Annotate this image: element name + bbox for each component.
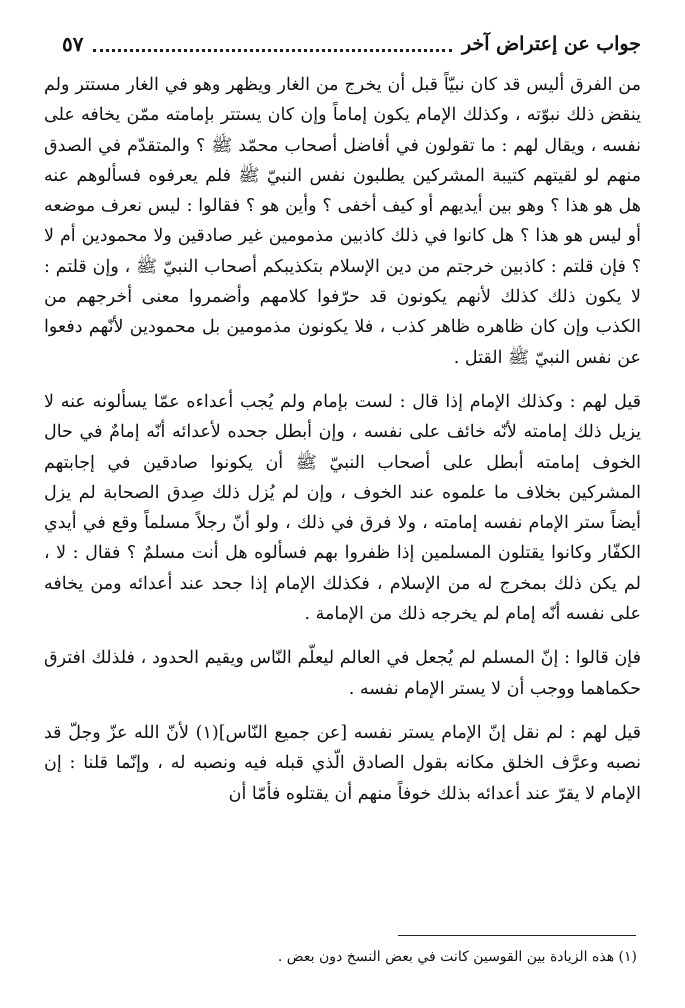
header-dotted-leader (93, 49, 452, 52)
paragraph-3: فإن قالوا : إنّ المسلم لم يُجعل في العالم ليعلّم النّاس ويقيم الحدود ، فلذلك افترق حكماهما ووجب أن لا يستر الإمام نفسه . (44, 648, 641, 699)
footnote: (١) هذه الزيادة بين القوسين كانت في بعض النسخ دون بعض . (277, 949, 637, 965)
paragraph-2: قيل لهم : وكذلك الإمام إذا قال : لست بإمام ولم يُجب أعداءه عمّا يسألونه عنه لا يزيل ذلك إمامته لأنّه خائف على نفسه ، وإن أبطل جحده لأعدائه أنّه إمامٌ في حال الخوف إمامته أبطل على أصحاب النبيّ ﷺ أن يكونوا صادقين في إجابتهم المشركين بخلاف ما علموه عند الخوف ، وإن لم يُزل ذلك صِدق الصحابة لم يزل أيضاً ستر الإمام نفسه إمامته ، ولا فرق في ذلك ، ولو أنّ رجلاً مسلماً وقع في أيدي الكفّار وكانوا يقتلون المسلمين إذا ظفروا بهم فسألوه هل أنت مسلمٌ ؟ فقال : لا ، لم يكن ذلك بمخرج له من الإسلام ، فكذلك الإمام إذا جحد عند أعدائه ومن يخافه على نفسه أنّه إمام لم يخرجه ذلك من الإمامة . (44, 391, 641, 625)
page-header (62, 28, 641, 60)
paragraph-1: من الفرق أليس قد كان نبيّاً قبل أن يخرج من الغار ويظهر وهو في الغار مستتر ولم ينقض ذلك نبوّته ، وكذلك الإمام يكون إماماً وإن كان يستتر بإمامته ممّن يخافه على نفسه ، ويقال لهم : ما تقولون في أفاضل أصحاب محمّد ﷺ ؟ والمتقدّم في الصدق منهم لو لقيتهم كتيبة المشركين يطلبون نفس النبيّ ﷺ فلم يعرفوه فسألوهم عنه هل هو هذا ؟ وهو بين أيديهم أو كيف أخفى ؟ وأين هو ؟ فقالوا : ليس نعرف موضعه أو ليس هو هذا ؟ هل كانوا في ذلك كاذبين مذمومين غير صادقين ولا محمودين أم لا ؟ فإن قلتم : كاذبين خرجتم من دين الإسلام بتكذيبكم أصحاب النبيّ ﷺ ، وإن قلتم : لا يكون ذلك كذلك لأنهم يكونون قد حرّفوا كلامهم وأضمروا معنى أخرجهم من الكذب وإن كان ظاهره ظاهر كذب ، فلا يكونون مذمومين بل محمودين لأنّهم دفعوا عن نفس النبيّ ﷺ القتل . (44, 75, 641, 368)
footnote-separator (398, 935, 636, 936)
running-title: جواب عن إعتراض آخر (462, 33, 641, 55)
paragraph-4: قيل لهم : لم نقل إنّ الإمام يستر نفسه [عن جميع النّاس](١) لأنّ الله عزّ وجلّ قد نصبه وعرَّف الخلق مكانه بقول الصادق الّذي قبله فيه ونصبه له ، وإنّما قلنا : إن الإمام لا يقرّ عند أعدائه بذلك خوفاً منهم أن يقتلوه فأمّا أن (44, 722, 642, 804)
main-text (44, 70, 641, 809)
page-number: ٥٧ (62, 32, 84, 56)
